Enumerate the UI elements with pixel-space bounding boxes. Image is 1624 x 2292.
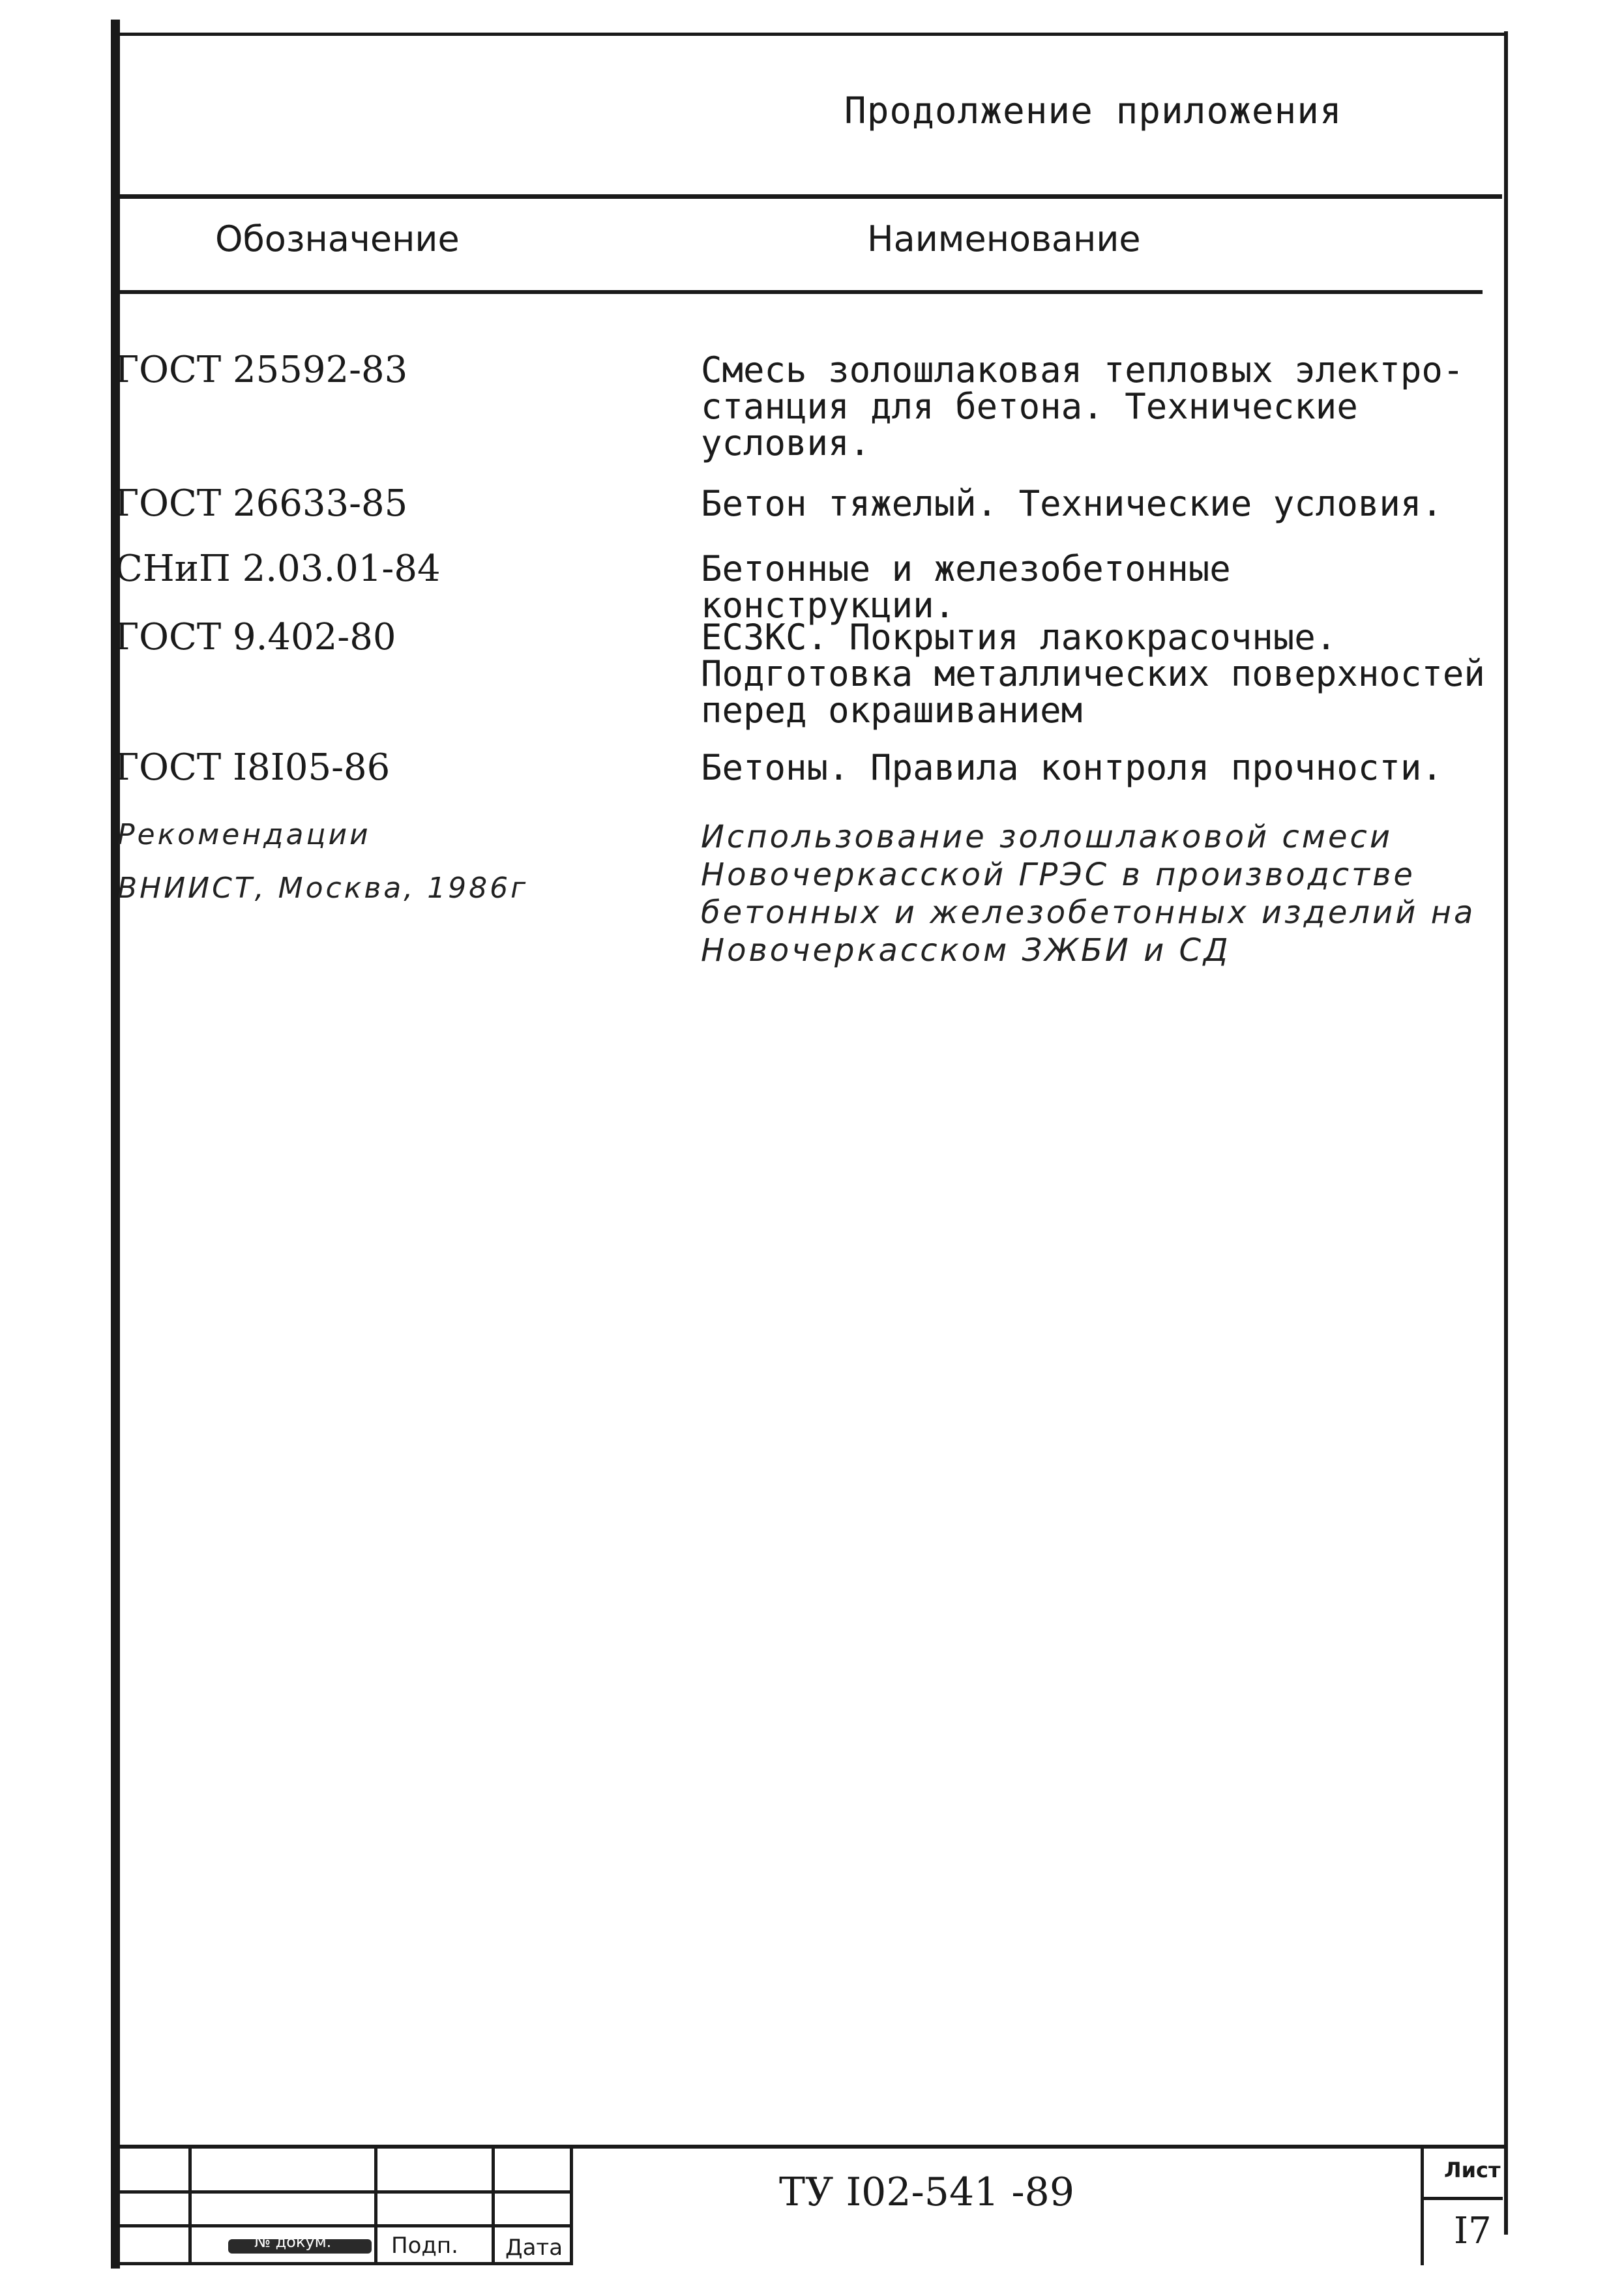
handwritten-code: Рекомендации ВНИИСТ, Москва, 1986г [117,818,529,905]
title-block-rule [1421,2197,1503,2200]
title-block-divider [1421,2145,1424,2265]
row-code: ГОСТ 26633-85 [115,482,408,525]
row-code: ГОСТ 9.402-80 [115,616,396,658]
page-title: Продолжение приложения [844,90,1342,132]
date-label: Дата [505,2235,563,2261]
row-name: Бетоны. Правила контроля прочности. [701,747,1443,788]
title-block-divider [374,2145,377,2265]
title-block-divider [492,2145,495,2265]
title-block-top-rule [120,2145,1506,2149]
row-code: ГОСТ 25592-83 [115,349,408,391]
column-header-name: Наименование [867,218,1141,259]
header-rule-top [120,194,1502,199]
row-code: ГОСТ I8I05-86 [115,746,391,789]
doc-number-label: № докум. [254,2233,332,2251]
top-border [120,33,1505,36]
title-block-rule [120,2262,570,2265]
sign-label: Подп. [391,2233,458,2259]
header-rule-bottom [120,290,1483,294]
row-name: Бетон тяжелый. Технические условия. [701,483,1443,524]
row-name: ЕСЗКС. Покрытия лакокрасочные. Подготовка металлических поверхностей перед окрашиванием [701,617,1485,731]
sheet-label: Лист [1444,2158,1501,2182]
column-header-code: Обозначение [215,218,460,259]
title-block-rule [120,2224,570,2227]
sheet-number: I7 [1454,2210,1492,2252]
handwritten-name: Использование золошлаковой смеси Новочеркасской ГРЭС в производстве бетонных и железобетонных изделий на Новочеркасском ЗЖБИ и СД [701,819,1476,969]
row-name: Смесь золошлаковая тепловых электро- станция для бетона. Технические условия. [701,349,1464,463]
right-border [1504,31,1508,2235]
row-name: Бетонные и железобетонные конструкции. [701,548,1231,626]
title-block-divider [188,2145,192,2265]
title-block-divider [570,2145,573,2265]
row-code: СНиП 2.03.01-84 [115,548,441,590]
document-code: ТУ I02-541 -89 [779,2169,1074,2215]
title-block-rule [120,2190,570,2194]
